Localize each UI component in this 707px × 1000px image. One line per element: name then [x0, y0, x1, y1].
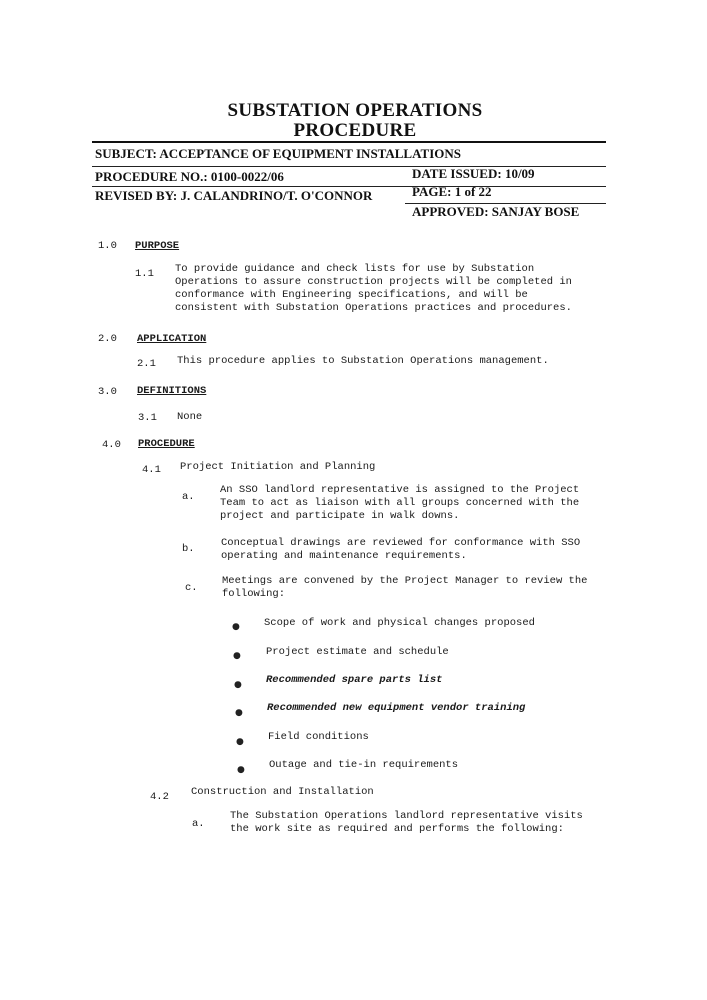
date-issued: DATE ISSUED: 10/09 [412, 166, 535, 181]
paragraph-line: operating and maintenance requirements. [221, 550, 467, 562]
item-b-paragraph [221, 537, 580, 563]
subsection-number: 2.1 [137, 358, 156, 370]
document-title-line2: PROCEDURE [293, 120, 417, 141]
bullet-item: Field conditions [268, 731, 369, 743]
subsection-number: 4.2 [150, 791, 169, 803]
paragraph-line: following: [222, 588, 286, 600]
procedure-number: PROCEDURE NO.: 0100-0022/06 [95, 169, 284, 184]
paragraph-line: the work site as required and performs the following: [230, 823, 564, 835]
subsection-number: 3.1 [138, 412, 157, 424]
bullet-icon: ● [235, 708, 243, 718]
section-number: 3.0 [98, 386, 117, 398]
paragraph-line: project and participate in walk downs. [220, 510, 460, 522]
subsection-title: Project Initiation and Planning [180, 461, 376, 473]
paragraph-line: Team to act as liaison with all groups concerned with the [220, 497, 580, 509]
bullet-item: Project estimate and schedule [266, 646, 449, 658]
paragraph-line: conformance with Engineering specifications, and will be [175, 289, 528, 301]
item-4-2-a-paragraph [230, 810, 583, 836]
section-number: 1.0 [98, 240, 117, 252]
section-heading-procedure: PROCEDURE [138, 438, 195, 450]
item-c-paragraph [222, 575, 587, 601]
approved-by: APPROVED: SANJAY BOSE [412, 204, 580, 219]
item-label: c. [185, 582, 198, 594]
definitions-text: None [177, 411, 203, 423]
paragraph-line: The Substation Operations landlord representative visits [230, 810, 583, 822]
bullet-icon: ● [232, 622, 240, 632]
application-text: This procedure applies to Substation Operations management. [177, 355, 549, 367]
header-rule-top [92, 141, 606, 143]
paragraph-line: Conceptual drawings are reviewed for conformance with SSO [221, 537, 581, 549]
paragraph-line: Meetings are convened by the Project Manager to review the [222, 575, 588, 587]
item-a-paragraph [220, 484, 579, 523]
bullet-item: Scope of work and physical changes proposed [264, 617, 535, 629]
section-heading-definitions: DEFINITIONS [137, 385, 207, 397]
bullet-icon: ● [234, 680, 242, 690]
section-heading-application: APPLICATION [137, 333, 207, 345]
paragraph-line: An SSO landlord representative is assigned to the Project [220, 484, 580, 496]
item-label: a. [192, 818, 205, 830]
bullet-icon: ● [233, 651, 241, 661]
purpose-paragraph [175, 263, 572, 315]
section-number: 4.0 [102, 439, 121, 451]
subject-line: SUBJECT: ACCEPTANCE OF EQUIPMENT INSTALLATIONS [95, 146, 461, 161]
section-heading-purpose: PURPOSE [135, 240, 180, 252]
item-label: a. [182, 491, 195, 503]
header-rule [92, 186, 606, 187]
bullet-item: Outage and tie-in requirements [269, 759, 459, 771]
bullet-icon: ● [236, 737, 244, 747]
paragraph-line: consistent with Substation Operations practices and procedures. [175, 302, 572, 314]
bullet-icon: ● [237, 765, 245, 775]
bullet-item: Recommended spare parts list [266, 674, 443, 686]
item-label: b. [182, 543, 195, 555]
bullet-item: Recommended new equipment vendor training [267, 702, 526, 714]
revised-by: REVISED BY: J. CALANDRINO/T. O'CONNOR [95, 188, 373, 203]
paragraph-line: To provide guidance and check lists for use by Substation [175, 263, 535, 275]
subsection-number: 1.1 [135, 268, 154, 280]
subsection-number: 4.1 [142, 464, 161, 476]
document-title-line1: SUBSTATION OPERATIONS [227, 100, 483, 121]
paragraph-line: Operations to assure construction projects will be completed in [175, 276, 572, 288]
section-number: 2.0 [98, 333, 117, 345]
page-number: PAGE: 1 of 22 [412, 184, 492, 199]
subsection-title: Construction and Installation [191, 786, 374, 798]
